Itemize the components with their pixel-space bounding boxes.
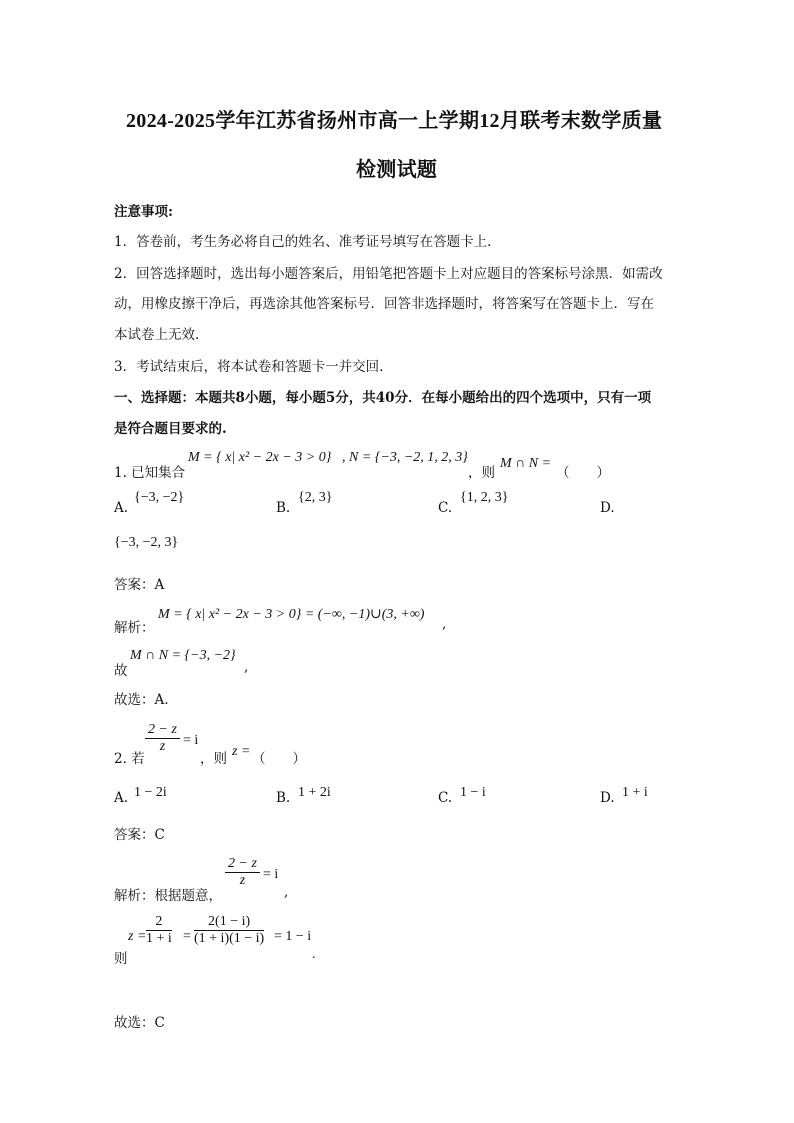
q1-stem-mid: ，则 xyxy=(468,465,495,481)
q2-option-b-label: B. xyxy=(276,790,291,806)
q2-analysis-fraction-denominator: z xyxy=(239,873,246,888)
page-subtitle: 检测试题 xyxy=(356,159,438,181)
q2-calc-eq: = xyxy=(183,929,191,944)
q1-answer: 答案：A xyxy=(114,577,165,593)
q1-choose: 故选：A. xyxy=(114,692,169,708)
q1-option-b: {2, 3} xyxy=(298,490,333,505)
section-heading-line-1: 一、选择题：本题共8小题，每小题5分，共40分．在每小题给出的四个选项中，只有一项 xyxy=(114,390,652,406)
q2-calc-fraction-1 xyxy=(146,914,172,947)
q1-option-a: {−3, −2} xyxy=(134,490,185,505)
q1-set-m: M = { x| x² − 2x − 3 > 0} xyxy=(188,450,332,465)
q1-analysis-label: 解析： xyxy=(114,620,155,636)
q2-fraction-numerator: 2 − z xyxy=(145,722,180,739)
q2-stem-mid: ，则 xyxy=(200,751,227,767)
q2-option-c: 1 − i xyxy=(460,785,486,800)
q1-paren: （ ） xyxy=(556,465,610,481)
q2-choose: 故选：C xyxy=(114,1015,165,1031)
q1-therefore-expr: M ∩ N = {−3, −2} xyxy=(130,648,236,663)
notice-heading: 注意事项: xyxy=(114,204,173,220)
q1-analysis-tail: , xyxy=(442,616,447,632)
q2-analysis-eq-i: = i xyxy=(263,867,279,882)
notice-item-3: 3．考试结束后，将本试卷和答题卡一并交回. xyxy=(114,359,384,375)
q2-analysis-tail: , xyxy=(284,884,289,900)
q1-option-d: {−3, −2, 3} xyxy=(114,535,179,550)
q2-option-b: 1 + 2i xyxy=(298,785,331,800)
q1-option-c-label: C. xyxy=(438,500,453,516)
q1-stem-prefix: 1. 已知集合 xyxy=(114,465,186,481)
q2-analysis-fraction xyxy=(225,856,260,889)
q1-therefore-tail: , xyxy=(244,659,249,675)
q1-option-c: {1, 2, 3} xyxy=(460,490,509,505)
q2-option-d: 1 + i xyxy=(622,785,648,800)
q1-therefore-label: 故 xyxy=(114,663,128,679)
q1-analysis-expr: M = { x| x² − 2x − 3 > 0} = (−∞, −1)∪(3, +∞) xyxy=(158,607,425,622)
q2-paren: （ ） xyxy=(252,751,306,767)
notice-item-2-line-3: 本试卷上无效. xyxy=(114,327,200,343)
q2-answer: 答案：C xyxy=(114,827,165,843)
q2-option-d-label: D. xyxy=(600,790,615,806)
q2-analysis-label: 解析：根据题意， xyxy=(114,888,222,904)
q1-option-b-label: B. xyxy=(276,500,291,516)
q1-expr: M ∩ N = xyxy=(500,456,552,471)
q2-calc-fraction-1-numerator: 2 xyxy=(146,914,172,931)
q2-fraction-denominator: z xyxy=(159,739,166,754)
q1-set-n: , N = {−3, −2, 1, 2, 3} xyxy=(342,450,468,465)
q2-calc-z: z = xyxy=(128,929,147,944)
q2-calc-fraction-2-denominator: (1 + i)(1 − i) xyxy=(194,931,265,946)
notice-item-2-line-2: 动，用橡皮擦干净后，再选涂其他答案标号．回答非选择题时，将答案写在答题卡上．写在 xyxy=(114,296,654,312)
q2-option-c-label: C. xyxy=(438,790,453,806)
q2-option-a-label: A. xyxy=(114,790,129,806)
q2-z-eq: z = xyxy=(232,744,251,759)
q2-calc-fraction-2-numerator: 2(1 − i) xyxy=(194,914,264,931)
q2-number: 2. 若 xyxy=(114,751,145,767)
q1-option-d-label: D. xyxy=(600,500,615,516)
q2-eq-i: = i xyxy=(183,733,199,748)
q2-calc-dot: . xyxy=(312,947,316,962)
notice-item-2-line-1: 2．回答选择题时，选出每小题答案后，用铅笔把答题卡上对应题目的答案标号涂黑．如需改 xyxy=(114,266,663,282)
q2-fraction xyxy=(145,722,180,755)
q1-option-a-label: A. xyxy=(114,500,129,516)
notice-item-1: 1．答卷前，考生务必将自己的姓名、准考证号填写在答题卡上. xyxy=(114,234,492,250)
q2-calc-fraction-1-denominator: 1 + i xyxy=(146,931,172,946)
q2-option-a: 1 − 2i xyxy=(134,785,167,800)
page-title: 2024-2025学年江苏省扬州市高一上学期12月联考末数学质量 xyxy=(126,110,663,132)
q2-analysis-fraction-numerator: 2 − z xyxy=(225,856,260,873)
q2-calc-result: = 1 − i xyxy=(274,929,312,944)
q2-calc-fraction-2 xyxy=(194,914,264,947)
q2-then-label: 则 xyxy=(114,951,128,967)
section-heading-line-2: 是符合题目要求的. xyxy=(114,421,227,437)
